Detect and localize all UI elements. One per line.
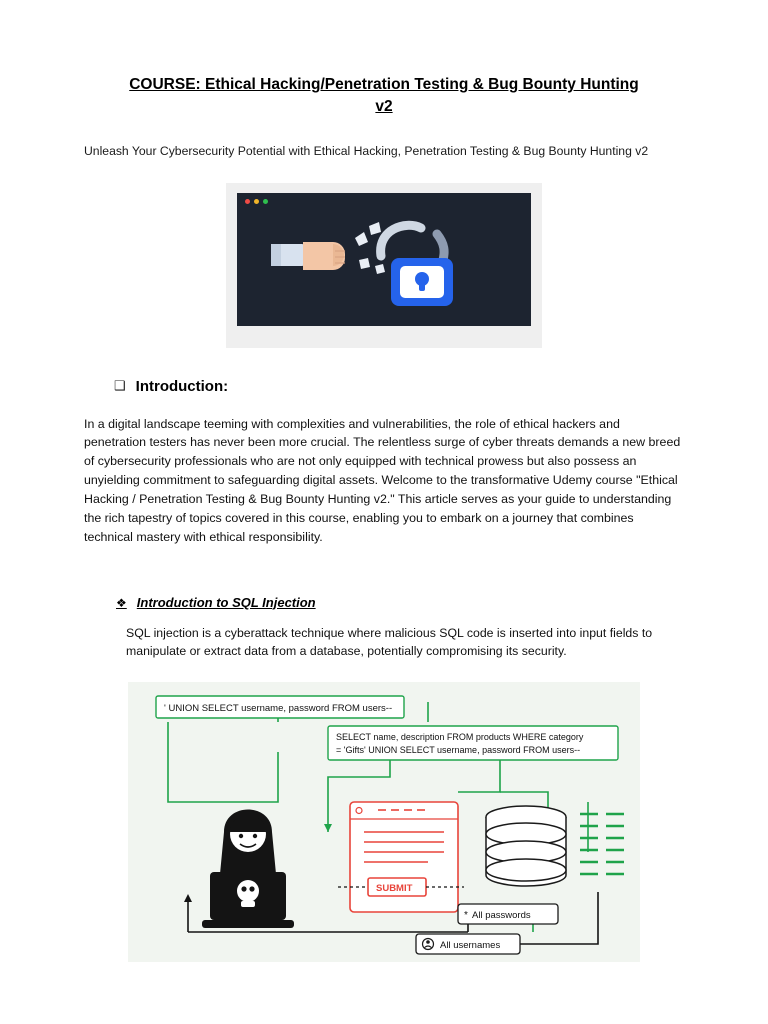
sql-injection-heading — [84, 595, 684, 610]
hero-window — [237, 193, 531, 326]
page-title-line-1: COURSE: Ethical Hacking/Penetration Testing & Bug Bounty Hunting — [129, 76, 639, 93]
sql-injection-flow-illustration-icon — [128, 682, 640, 962]
introduction-heading — [84, 378, 684, 395]
svg-text:*: * — [464, 910, 468, 922]
broken-lock-illustration-icon — [269, 204, 499, 314]
introduction-paragraph: In a digital landscape teeming with complexities and vulnerabilities, the role of ethical hackers and penetration testers has never been more crucial. The relentless surge of cyber threats demands a new breed of cybersecurity professionals who are not only equipped with technical prowess but also possess an unyielding commitment to safeguarding digital assets. Welcome to the transformative Udemy course "Ethical Hacking / Penetration Testing & Bug Bounty Hunting v2." This article serves as your guide to understanding the rich tapestry of topics covered in this course, enabling you to embark on a journey that combines technical mastery with ethical responsibility. — [84, 416, 681, 544]
page-title — [84, 74, 684, 119]
hero-image-container — [84, 183, 684, 348]
diamond-bullet-icon: ❖ — [116, 595, 127, 610]
svg-text:SUBMIT: SUBMIT — [376, 883, 413, 895]
svg-text:' UNION SELECT username, passw: ' UNION SELECT username, password FROM users-- — [164, 703, 393, 715]
hero-image-frame — [226, 183, 542, 348]
introduction-heading-label: Introduction: — [135, 377, 229, 395]
sql-injection-heading-label: Introduction to SQL Injection — [136, 594, 316, 610]
svg-text:= 'Gifts' UNION SELECT usernam: = 'Gifts' UNION SELECT username, password FROM users-- — [336, 745, 581, 756]
page-title-line-2: v2 — [375, 98, 393, 116]
hero-illustration — [237, 193, 531, 326]
sql-injection-paragraph: SQL injection is a cyberattack technique where malicious SQL code is inserted into input fields to manipulate or extract data from a database, potentially compromising its security. — [126, 625, 653, 658]
subtitle: Unleash Your Cybersecurity Potential with Ethical Hacking, Penetration Testing & Bug Bounty Hunting v2 — [84, 143, 649, 158]
svg-text:All usernames: All usernames — [440, 940, 501, 952]
svg-text:SELECT name, description FROM: SELECT name, description FROM products WHERE category — [336, 732, 584, 743]
sql-injection-diagram-container — [84, 682, 684, 962]
svg-text:All passwords: All passwords — [472, 910, 531, 922]
sql-injection-diagram — [128, 682, 640, 962]
box-bullet-icon: ❑ — [114, 378, 126, 394]
